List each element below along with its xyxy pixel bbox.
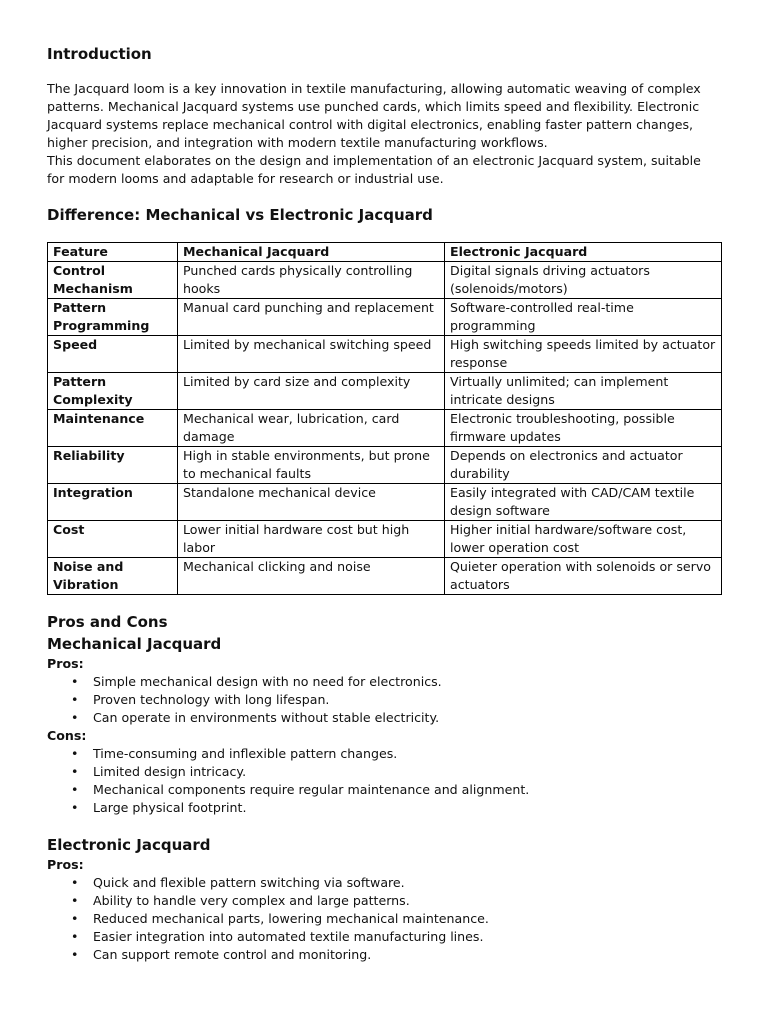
mechanical-cell: Lower initial hardware cost but high labor (178, 521, 445, 558)
feature-cell: Pattern Complexity (48, 373, 178, 410)
electronic-cell: High switching speeds limited by actuator response (445, 336, 722, 373)
feature-cell: Integration (48, 484, 178, 521)
mechanical-cell: Mechanical clicking and noise (178, 558, 445, 595)
electronic-cell: Digital signals driving actuators (solenoids/motors) (445, 262, 722, 299)
electronic-pros-label: Pros: (47, 857, 84, 872)
electronic-pros-list (47, 874, 722, 964)
difference-heading: Difference: Mechanical vs Electronic Jacquard (47, 206, 433, 224)
feature-cell: Speed (48, 336, 178, 373)
list-item: • Reduced mechanical parts, lowering mechanical maintenance. (93, 910, 722, 928)
feature-cell: Maintenance (48, 410, 178, 447)
intro-paragraph-1: The Jacquard loom is a key innovation in textile manufacturing, allowing automatic weaving of complex patterns. Mechanical Jacquard systems use punched cards, which limits speed and flexibility. Electronic Jacquard systems replace mechanical control with digital electronics, enabling faster pattern changes, higher precision, and integration with modern textile manufacturing workflows. (47, 81, 701, 150)
introduction-heading: Introduction (47, 45, 152, 63)
pros-cons-heading: Pros and Cons (47, 613, 168, 631)
table-row (48, 447, 722, 484)
intro-paragraph-2: This document elaborates on the design and implementation of an electronic Jacquard system, suitable for modern looms and adaptable for research or industrial use. (47, 153, 701, 186)
electronic-cell: Virtually unlimited; can implement intricate designs (445, 373, 722, 410)
comparison-table (47, 242, 722, 595)
list-item: • Limited design intricacy. (93, 763, 722, 781)
list-item: • Easier integration into automated textile manufacturing lines. (93, 928, 722, 946)
electronic-cell: Quieter operation with solenoids or servo actuators (445, 558, 722, 595)
list-item: • Mechanical components require regular maintenance and alignment. (93, 781, 722, 799)
list-item: • Time-consuming and inflexible pattern changes. (93, 745, 722, 763)
table-row (48, 410, 722, 447)
table-row (48, 373, 722, 410)
table-row (48, 299, 722, 336)
table-row (48, 521, 722, 558)
header-mechanical: Mechanical Jacquard (178, 243, 445, 262)
table-header-row (48, 243, 722, 262)
table-row (48, 336, 722, 373)
electronic-cell: Depends on electronics and actuator durability (445, 447, 722, 484)
table-row (48, 484, 722, 521)
mechanical-cell: Limited by card size and complexity (178, 373, 445, 410)
mechanical-jacquard-heading: Mechanical Jacquard (47, 635, 222, 653)
feature-cell: Pattern Programming (48, 299, 178, 336)
mechanical-cons-label: Cons: (47, 728, 87, 743)
table-row (48, 262, 722, 299)
feature-cell: Cost (48, 521, 178, 558)
header-feature: Feature (48, 243, 178, 262)
electronic-jacquard-heading: Electronic Jacquard (47, 836, 211, 854)
electronic-cell: Higher initial hardware/software cost, lower operation cost (445, 521, 722, 558)
mechanical-pros-label: Pros: (47, 656, 84, 671)
list-item: • Quick and flexible pattern switching via software. (93, 874, 722, 892)
mechanical-cell: Standalone mechanical device (178, 484, 445, 521)
list-item: • Proven technology with long lifespan. (93, 691, 722, 709)
mechanical-pros-list (47, 673, 722, 727)
list-item: • Large physical footprint. (93, 799, 722, 817)
mechanical-cell: Manual card punching and replacement (178, 299, 445, 336)
list-item: • Can support remote control and monitoring. (93, 946, 722, 964)
list-item: • Can operate in environments without stable electricity. (93, 709, 722, 727)
electronic-cell: Electronic troubleshooting, possible firmware updates (445, 410, 722, 447)
mechanical-cons-list (47, 745, 722, 817)
header-electronic: Electronic Jacquard (445, 243, 722, 262)
list-item: • Ability to handle very complex and large patterns. (93, 892, 722, 910)
feature-cell: Noise and Vibration (48, 558, 178, 595)
mechanical-cell: Punched cards physically controlling hooks (178, 262, 445, 299)
table-row (48, 558, 722, 595)
list-item: • Simple mechanical design with no need for electronics. (93, 673, 722, 691)
feature-cell: Reliability (48, 447, 178, 484)
mechanical-cell: Mechanical wear, lubrication, card damage (178, 410, 445, 447)
electronic-cell: Easily integrated with CAD/CAM textile design software (445, 484, 722, 521)
electronic-cell: Software-controlled real-time programming (445, 299, 722, 336)
mechanical-cell: Limited by mechanical switching speed (178, 336, 445, 373)
feature-cell: Control Mechanism (48, 262, 178, 299)
mechanical-cell: High in stable environments, but prone to mechanical faults (178, 447, 445, 484)
